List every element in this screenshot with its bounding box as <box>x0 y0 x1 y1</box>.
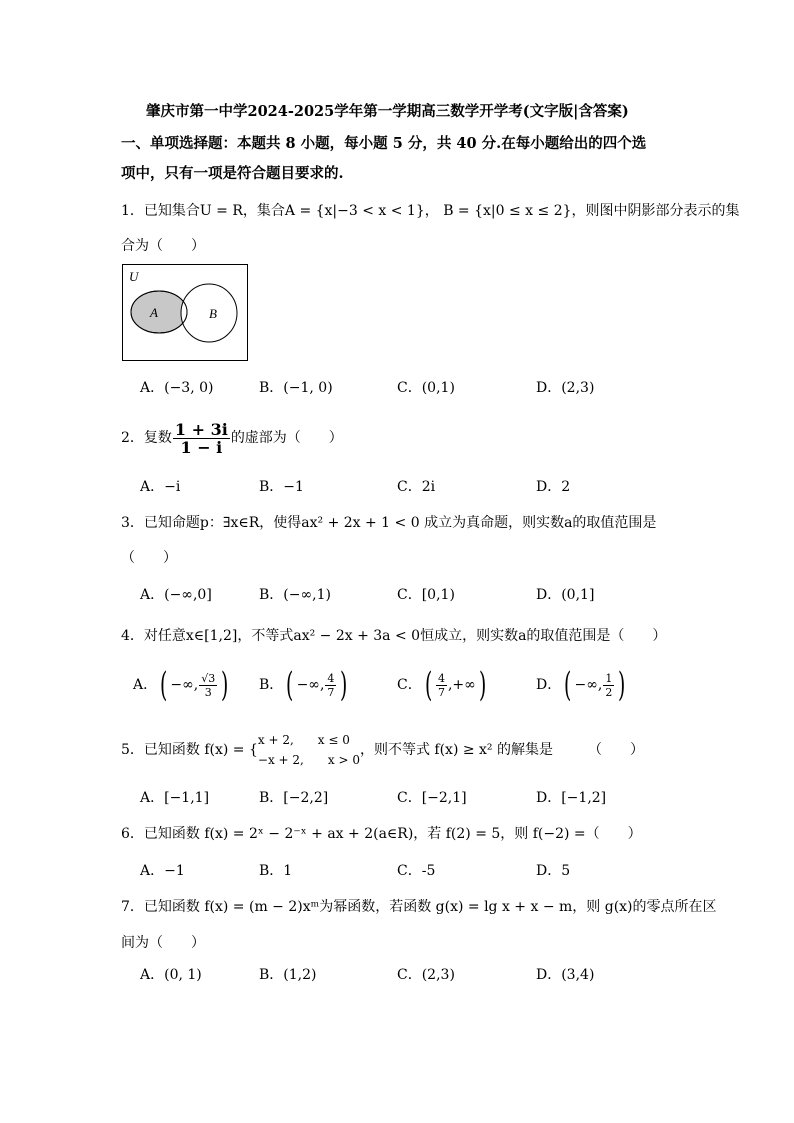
section-heading-line-2: 项中，只有一项是符合题目要求的. <box>121 165 344 182</box>
q2-fraction <box>173 421 230 456</box>
q5-piecewise <box>258 730 360 770</box>
q4-option-c-fraction <box>436 672 447 699</box>
q2-prefix: 2．复数 <box>121 430 172 446</box>
page-title: 肇庆市第一中学2024-2025学年第一学期高三数学开学考(文字版|含答案) <box>146 103 629 120</box>
q2-suffix: 的虚部为（ ） <box>230 430 343 446</box>
q2-fraction-numerator: 1 + 3i <box>174 419 228 439</box>
q4-option-d-num: 1 <box>605 671 613 685</box>
q5-option-a: A．[−1,1] <box>140 790 210 806</box>
q2-stem <box>121 418 343 458</box>
q1-option-d: D．(2,3) <box>536 380 595 396</box>
q4-option-c: C．( $\frac{4}{7}$ ,+∞) <box>397 665 487 705</box>
q4-option-b-left: −∞, <box>296 677 325 693</box>
q3-option-c: C．[0,1) <box>397 587 455 603</box>
q5-option-c: C．[−2,1] <box>397 790 467 806</box>
q7-option-d: D．(3,4) <box>536 967 595 983</box>
q5-option-b: B．[−2,2] <box>259 790 329 806</box>
q4-option-a-den: 3 <box>204 685 212 699</box>
q2-option-c: C．2i <box>397 479 436 495</box>
q1-option-a: A．(−3, 0) <box>140 380 214 396</box>
q3-option-b: B．(−∞,1) <box>259 587 331 603</box>
q4-option-d-label: D． <box>536 677 562 693</box>
q4-option-d-fraction <box>603 672 614 699</box>
q4-option-d-left: −∞, <box>574 677 603 693</box>
q4-option-a-left: −∞, <box>170 677 199 693</box>
q7-option-b: B．(1,2) <box>259 967 317 983</box>
q5-prefix: 5．已知函数 f(x) = { <box>121 742 258 758</box>
q5-option-d: D．[−1,2] <box>536 790 607 806</box>
q6-option-a: A．−1 <box>140 863 185 879</box>
q7-option-a: A．(0, 1) <box>140 967 202 983</box>
q7-stem-line-1: 7．已知函数 f(x) = (m − 2)xᵐ为幂函数，若函数 g(x) = lg x + x − m，则 g(x)的零点所在区 <box>121 899 717 915</box>
q6-option-b: B．1 <box>259 863 293 879</box>
q4-option-a: A．( −∞, $\frac{√3}{3}$ ) <box>133 665 229 705</box>
q1-option-b: B．(−1, 0) <box>259 380 333 396</box>
q4-option-c-num: 4 <box>437 671 445 685</box>
q2-fraction-denominator: 1 − i <box>180 437 223 457</box>
q3-option-d: D．(0,1] <box>536 587 595 603</box>
q4-option-b-num: 4 <box>327 671 335 685</box>
q4-option-a-label: A． <box>133 677 158 693</box>
q4-option-a-fraction <box>199 672 217 699</box>
q4-stem: 4．对任意x∈[1,2]，不等式ax² − 2x + 3a < 0恒成立，则实数a的取值范围是（ ） <box>121 628 667 644</box>
q3-stem-line-2: （ ） <box>121 550 177 566</box>
q5-piece-row-2: −x + 2, x > 0 <box>257 753 360 767</box>
q1-option-c: C．(0,1) <box>397 380 455 396</box>
q4-option-c-label: C． <box>397 677 422 693</box>
q4-option-c-right: ,+∞ <box>447 677 476 693</box>
q3-option-a: A．(−∞,0] <box>140 587 212 603</box>
q3-stem-line-1: 3．已知命题p：∃x∈R，使得ax² + 2x + 1 < 0 成立为真命题，则实数a的取值范围是 <box>121 515 657 531</box>
universe-label: U <box>129 269 139 284</box>
q4-option-d-den: 2 <box>605 685 613 699</box>
q2-option-b: B．−1 <box>259 479 304 495</box>
q4-option-b-label: B． <box>259 677 284 693</box>
set-b-label: B <box>209 306 217 321</box>
q2-option-a: A．−i <box>140 479 181 495</box>
q4-option-b: B．( −∞, $\frac{4}{7}$ ) <box>259 665 348 705</box>
q2-option-d: D．2 <box>536 479 571 495</box>
q4-option-c-den: 7 <box>437 685 445 699</box>
q4-option-d: D．( −∞, $\frac{1}{2}$ ) <box>536 665 626 705</box>
q5-stem <box>121 729 644 771</box>
q1-stem-line-1: 1．已知集合U = R，集合A = {x|−3 < x < 1}， B = {x|0 ≤ x ≤ 2}，则图中阴影部分表示的集 <box>121 203 740 219</box>
q4-option-a-num: √3 <box>201 671 216 685</box>
q4-option-b-fraction <box>325 672 336 699</box>
section-heading-line-1: 一、单项选择题：本题共 8 小题，每小题 5 分，共 40 分.在每小题给出的四个选 <box>121 135 647 152</box>
q6-option-c: C．-5 <box>397 863 436 879</box>
q1-stem-line-2: 合为（ ） <box>121 238 205 254</box>
q5-piece-row-1: x + 2, x ≤ 0 <box>257 733 350 747</box>
set-a-label: A <box>150 305 158 320</box>
q5-suffix: ，则不等式 f(x) ≥ x² 的解集是 （ ） <box>359 742 644 758</box>
q6-option-d: D．5 <box>536 863 571 879</box>
venn-diagram <box>122 264 249 362</box>
q7-option-c: C．(2,3) <box>397 967 455 983</box>
q7-stem-line-2: 间为（ ） <box>121 935 205 951</box>
q6-stem: 6．已知函数 f(x) = 2ˣ − 2⁻ˣ + ax + 2(a∈R)，若 f(2) = 5，则 f(−2) =（ ） <box>121 826 642 842</box>
q4-option-b-den: 7 <box>327 685 335 699</box>
